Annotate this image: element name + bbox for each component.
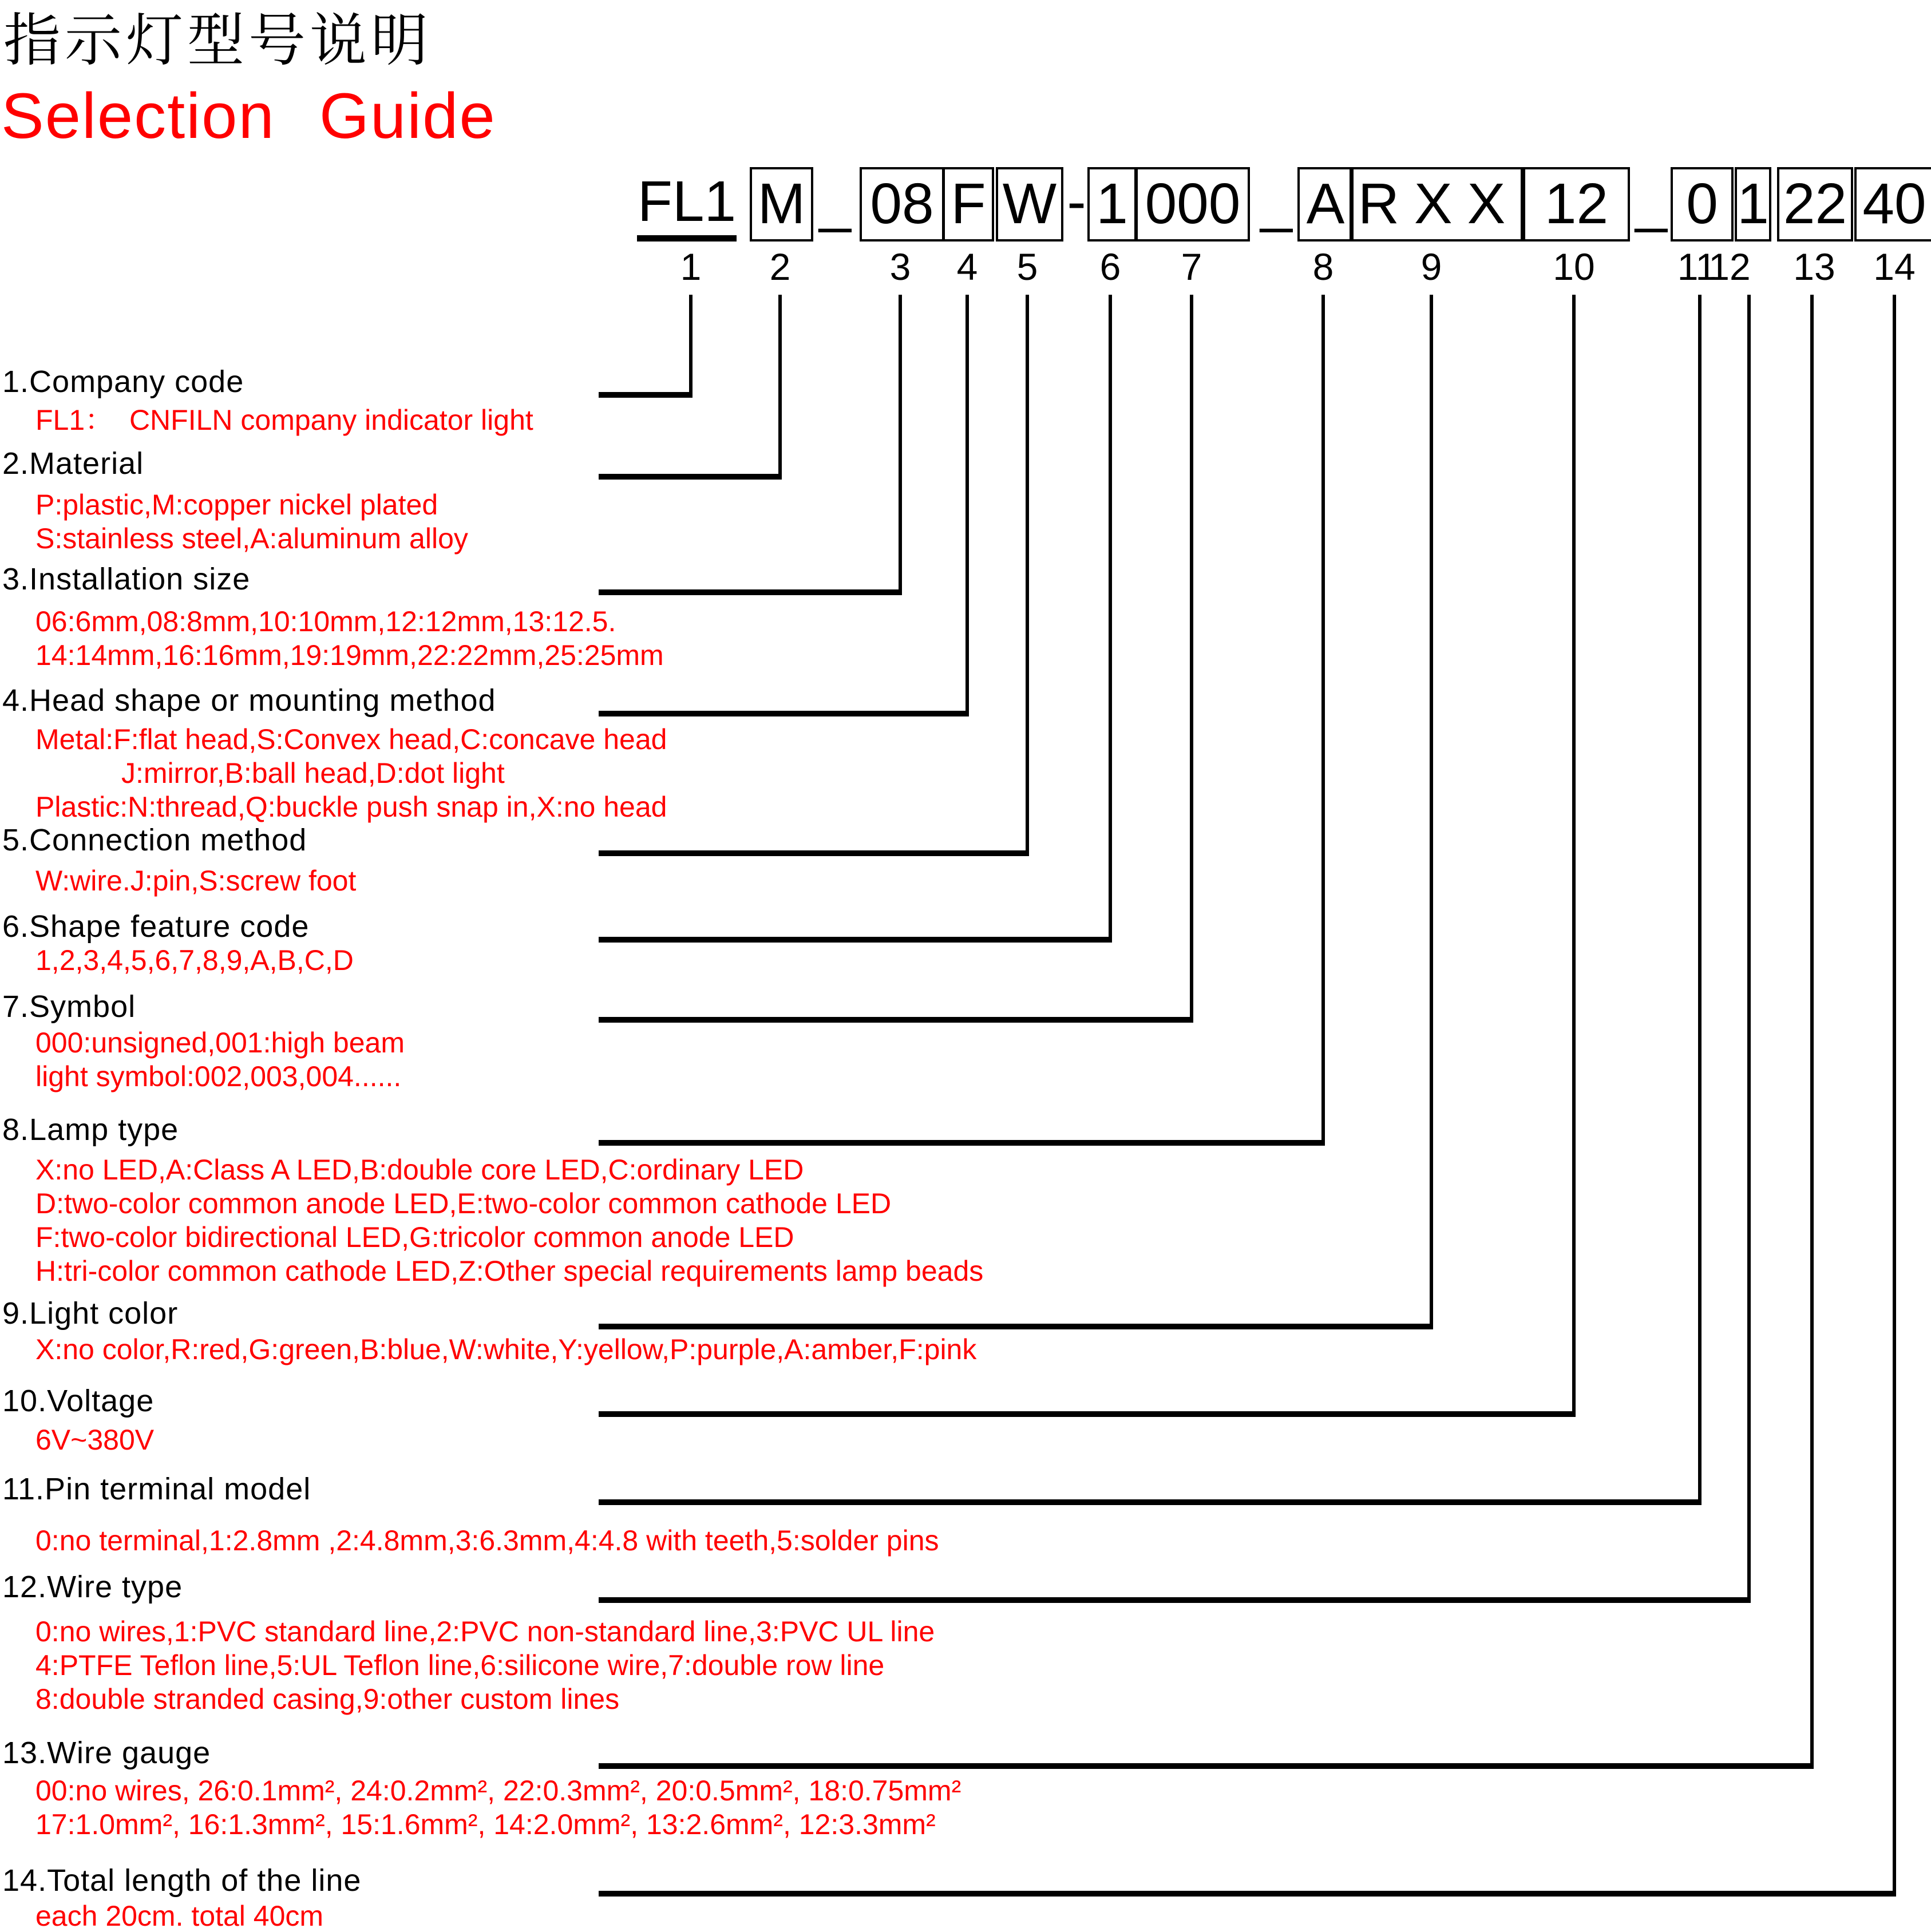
code-segment-0: 0 — [1671, 167, 1734, 242]
section-heading-1: 1.Company code — [2, 365, 244, 399]
position-label-7: 7 — [1181, 246, 1202, 288]
section-detail-line: H:tri-color common cathode LED,Z:Other special requirements lamp beads — [35, 1255, 984, 1287]
position-label-6: 6 — [1099, 246, 1121, 288]
code-segment-f: F — [943, 167, 994, 242]
code-segment-m: M — [750, 167, 813, 242]
section-detail-line: FL1： CNFILN company indicator light — [35, 404, 533, 436]
page-title-english: Selection Guide — [1, 80, 496, 152]
section-detail-line: X:no LED,A:Class A LED,B:double core LED,C:ordinary LED — [35, 1154, 804, 1186]
section-heading-5: 5.Connection method — [2, 823, 307, 857]
section-detail-line: X:no color,R:red,G:green,B:blue,W:white,Y:yellow,P:purple,A:amber,F:pink — [35, 1333, 977, 1365]
position-label-8: 8 — [1312, 246, 1334, 288]
code-segment-08: 08 — [860, 167, 944, 242]
section-detail-line: light symbol:002,003,004...... — [35, 1060, 402, 1092]
code-separator: _ — [1260, 169, 1292, 233]
section-detail-line: 000:unsigned,001:high beam — [35, 1027, 405, 1059]
position-label-2: 2 — [769, 246, 791, 288]
section-heading-11: 11.Pin terminal model — [2, 1472, 311, 1506]
section-heading-3: 3.Installation size — [2, 562, 251, 596]
code-segment-000: 000 — [1135, 167, 1250, 242]
section-detail-line: 06:6mm,08:8mm,10:10mm,12:12mm,13:12.5. — [35, 605, 616, 638]
section-detail-line: 1,2,3,4,5,6,7,8,9,A,B,C,D — [35, 944, 354, 976]
code-segment-12: 12 — [1523, 167, 1630, 242]
code-underline-bar — [637, 235, 737, 242]
page-title-chinese: 指示灯型号说明 — [3, 9, 432, 73]
section-detail-line: 4:PTFE Teflon line,5:UL Teflon line,6:silicone wire,7:double row line — [35, 1649, 885, 1681]
section-heading-13: 13.Wire gauge — [2, 1736, 211, 1770]
section-detail-line: Metal:F:flat head,S:Convex head,C:concave head — [35, 723, 667, 755]
section-detail-line: 0:no terminal,1:2.8mm ,2:4.8mm,3:6.3mm,4:4.8 with teeth,5:solder pins — [35, 1525, 939, 1557]
code-segment-40: 40 — [1854, 167, 1931, 242]
section-heading-10: 10.Voltage — [2, 1384, 155, 1418]
code-segment-22: 22 — [1777, 167, 1853, 242]
section-detail-line: W:wire.J:pin,S:screw foot — [35, 865, 357, 897]
section-heading-7: 7.Symbol — [2, 989, 136, 1024]
section-detail-line: D:two-color common anode LED,E:two-color common cathode LED — [35, 1187, 892, 1220]
code-segment-1: 1 — [1735, 167, 1771, 242]
position-label-13: 13 — [1793, 246, 1835, 288]
section-heading-9: 9.Light color — [2, 1296, 179, 1331]
code-separator: - — [1067, 169, 1086, 233]
position-label-10: 10 — [1553, 246, 1595, 288]
section-heading-2: 2.Material — [2, 446, 144, 481]
section-heading-8: 8.Lamp type — [2, 1113, 179, 1147]
position-label-9: 9 — [1420, 246, 1442, 288]
section-detail-line: 6V~380V — [35, 1424, 155, 1456]
section-detail-line: J:mirror,B:ball head,D:dot light — [121, 757, 505, 789]
section-detail-line: S:stainless steel,A:aluminum alloy — [35, 522, 468, 555]
code-segment-1: 1 — [1087, 167, 1137, 242]
code-segment-w: W — [996, 167, 1063, 242]
section-detail-line: P:plastic,M:copper nickel plated — [35, 489, 438, 521]
code-segment-fl1: FL1 — [637, 169, 737, 233]
position-label-1: 1 — [680, 246, 702, 288]
section-heading-6: 6.Shape feature code — [2, 909, 310, 944]
section-detail-line: 17:1.0mm², 16:1.3mm², 15:1.6mm², 14:2.0mm², 13:2.6mm², 12:3.3mm² — [35, 1808, 936, 1840]
section-heading-4: 4.Head shape or mounting method — [2, 683, 496, 718]
position-label-12: 12 — [1708, 246, 1751, 288]
code-segment-a: A — [1297, 167, 1354, 242]
section-detail-line: F:two-color bidirectional LED,G:tricolor common anode LED — [35, 1221, 794, 1253]
position-label-4: 4 — [956, 246, 978, 288]
code-separator: _ — [819, 169, 851, 233]
section-detail-line: 14:14mm,16:16mm,19:19mm,22:22mm,25:25mm — [35, 639, 664, 671]
section-heading-14: 14.Total length of the line — [2, 1863, 362, 1898]
section-detail-line: each 20cm. total 40cm — [35, 1900, 324, 1932]
position-label-11: 11 — [1677, 246, 1717, 288]
code-segment-rxx: RXX — [1350, 167, 1523, 242]
position-label-5: 5 — [1016, 246, 1038, 288]
position-label-3: 3 — [889, 246, 911, 288]
section-detail-line: 00:no wires, 26:0.1mm², 24:0.2mm², 22:0.3mm², 20:0.5mm², 18:0.75mm² — [35, 1775, 961, 1807]
section-detail-line: 8:double stranded casing,9:other custom lines — [35, 1683, 620, 1715]
section-detail-line: Plastic:N:thread,Q:buckle push snap in,X:no head — [35, 791, 667, 823]
section-heading-12: 12.Wire type — [2, 1570, 183, 1604]
position-label-14: 14 — [1873, 246, 1916, 288]
section-detail-line: 0:no wires,1:PVC standard line,2:PVC non-standard line,3:PVC UL line — [35, 1616, 935, 1648]
code-separator: _ — [1635, 169, 1667, 233]
